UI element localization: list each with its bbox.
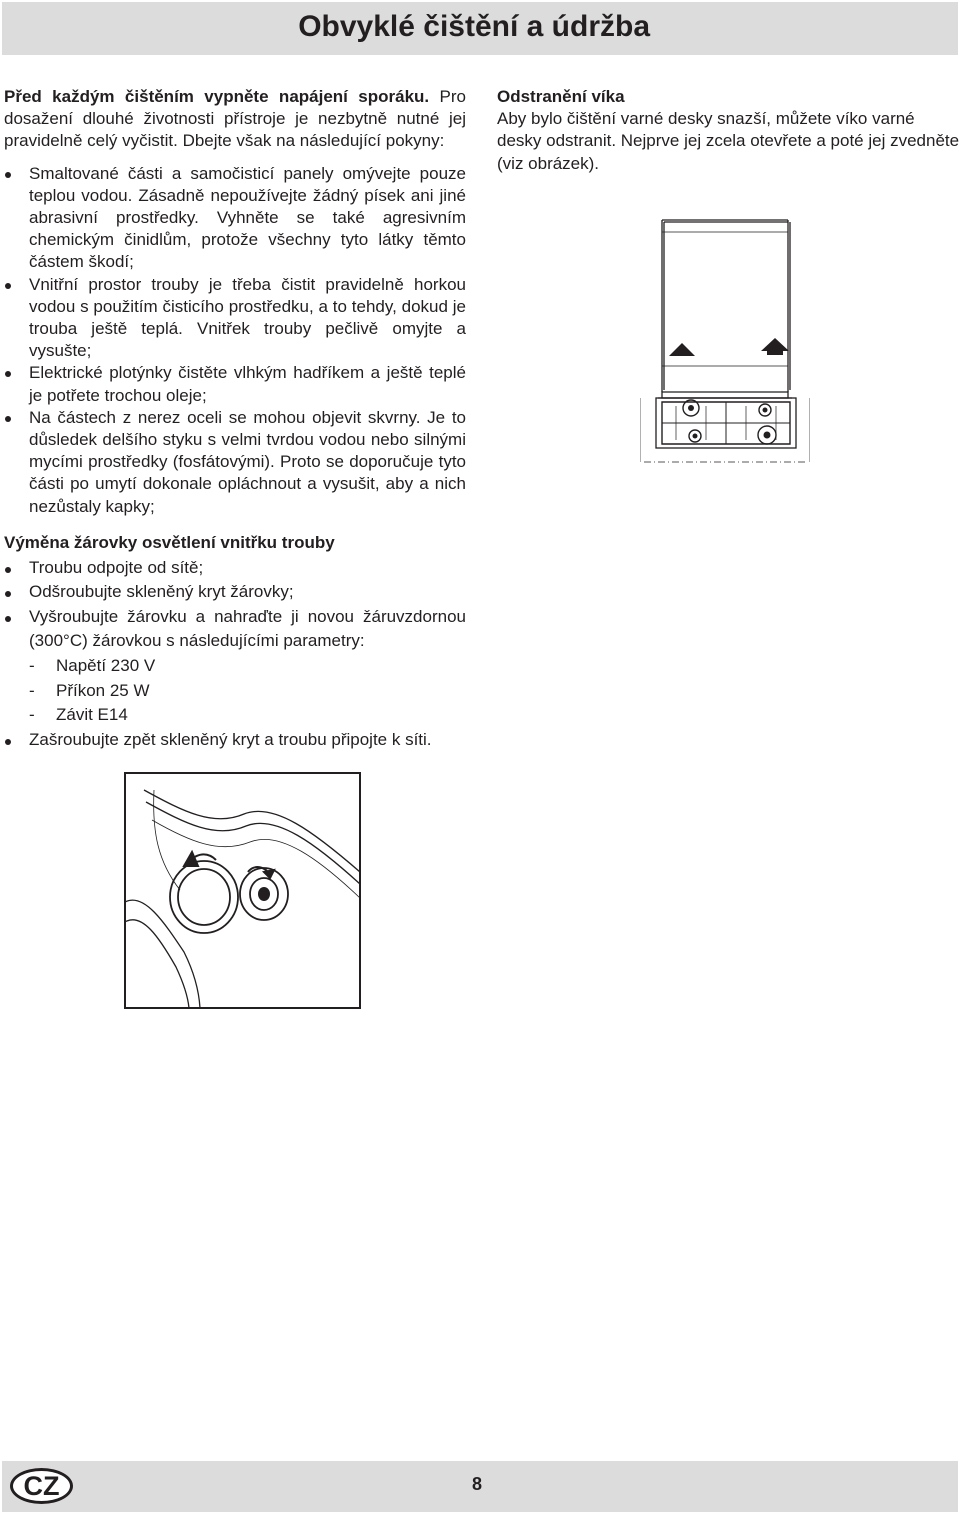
bulb-param-text: Závit E14 <box>56 705 128 725</box>
language-badge: CZ <box>10 1468 73 1504</box>
arrow-up-icon <box>669 343 695 356</box>
bulb-param <box>4 703 466 728</box>
dash-marker: - <box>29 705 35 725</box>
cleaning-item: Smaltované části a samočisticí panely omývejte pouze teplou vodou. Zásadně nepoužívejte žádný písek ani jiné abrasivní prostředky. Vyhněte se také agresivním chemickým činidlům, protože všechny tyto látky těmto částem škodí; <box>4 163 466 274</box>
arrow-up-icon <box>761 338 789 355</box>
bulb-param <box>4 654 466 679</box>
bulb-step: Vyšroubujte žárovku a nahraďte ji novou žáruvzdornou (300°C) žárovkou s následujícími parametry: <box>4 605 466 654</box>
bulb-step: Troubu odpojte od sítě; <box>4 556 466 581</box>
page-header <box>2 2 958 55</box>
bulb-steps-list <box>4 556 466 654</box>
page-title: Obvyklé čištění a údržba <box>298 10 650 43</box>
intro-warning: Před každým čištěním vypněte napájení sporáku. <box>4 87 430 106</box>
bulb-section <box>4 531 466 752</box>
bulb-param <box>4 679 466 704</box>
bulb-section-title: Výměna žárovky osvětlení vnitřku trouby <box>4 533 335 552</box>
lid-section-text: Aby bylo čištění varné desky snazší, můžete víko varné desky odstranit. Nejprve jej zcela otevřete a poté jej zvedněte (viz obrázek). <box>497 109 960 173</box>
dash-marker: - <box>29 655 35 675</box>
bulb-step: Zašroubujte zpět skleněný kryt a troubu připojte k síti. <box>4 728 466 753</box>
cleaning-item: Na částech z nerez oceli se mohou objevit skvrny. Je to důsledek delšího styku s velmi tvrdou vodou nebo silnými mycími prostředky (fosfátovými). Proto se doporučuje tyto části po umytí dokonale opláchnout a vysušit, aby a nich nezůstaly kapky; <box>4 407 466 518</box>
bulb-param-text: Napětí 230 V <box>56 655 156 675</box>
lid-section-title: Odstranění víka <box>497 87 625 106</box>
lid-column <box>497 86 960 175</box>
page-footer <box>2 1461 958 1512</box>
cleaning-column <box>4 86 466 518</box>
cleaning-item: Elektrické plotýnky čistěte vlhkým hadříkem a ještě teplé je potřete trochou oleje; <box>4 362 466 406</box>
cleaning-list <box>4 163 466 518</box>
oven-lamp-illustration <box>124 772 361 1009</box>
intro-paragraph <box>4 86 466 153</box>
dash-marker: - <box>29 680 35 700</box>
bulb-final-list <box>4 728 466 753</box>
bulb-param-text: Příkon 25 W <box>56 680 150 700</box>
page-number: 8 <box>472 1474 483 1494</box>
intro-text: Pro dosažení dlouhé životnosti přístroje je nezbytně nutné jej pravidelně celý vyčistit. Dbejte však na následující pokyny: <box>4 87 467 151</box>
cleaning-item: Vnitřní prostor trouby je třeba čistit pravidelně horkou vodou s použitím čisticího prostředku, a to tehdy, dokud je trouba ještě teplá. Vnitřek trouby pečlivě omyjte a vysušte; <box>4 274 466 363</box>
bulb-step: Odšroubujte skleněný kryt žárovky; <box>4 580 466 605</box>
hob-lid-illustration <box>640 216 810 472</box>
